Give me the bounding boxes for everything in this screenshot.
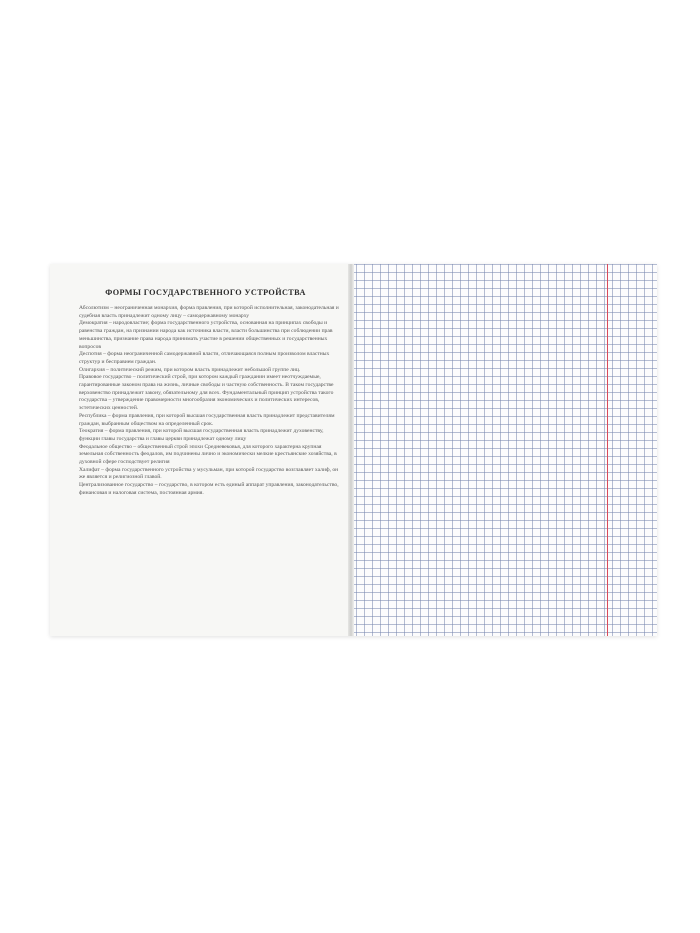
- term-absolutism: Абсолютизм – неограниченная монархия, форма правления, при которой исполнительная, законодательная и судебная власть принадлежит одному лицу – самодержавному монарху: [79, 305, 339, 319]
- term-despotism: Деспотия – форма неограниченной самодержавной власти, отличающаяся полным произволом властных структур и бесправием граждан.: [79, 351, 330, 365]
- graph-paper-grid: [354, 264, 657, 636]
- term-oligarchy: Олигархия – политический режим, при котором власть принадлежит небольшой группе лиц.: [79, 366, 301, 373]
- term-caliphate: Халифат – форма государственного устройства у мусульман, при которой государство возглавляет халиф, он же является и религиозной главой.: [79, 466, 339, 481]
- term-centralized-state: Централизованное государство – государство, в котором есть единый аппарат управления, законодательство, финансовая и налоговая система, постоянная армия.: [79, 482, 339, 496]
- notebook-left-page: [50, 264, 350, 636]
- term-feudal-society: Феодальное общество – общественный строй эпохи Средневековья, для которого характерна крупная земельная собственность феодалов, им подчинены лично и экономически мелкие крестьянские хозяйства, в духовной сфере господствует религия: [79, 443, 337, 466]
- terms-list: [79, 305, 342, 498]
- red-margin-line: [607, 264, 608, 636]
- notebook-spread: [50, 264, 657, 636]
- page-title: ФОРМЫ ГОСУДАРСТВЕННОГО УСТРОЙСТВА: [105, 288, 306, 297]
- notebook-right-page: [354, 264, 657, 636]
- term-democracy: Демократия – народовластие; форма государственного устройства, основанная на принципах свободы и равенства граждан, на признании народа как источника власти, власти большинства при соблюдении прав меньшинства, признание права народа принимать участие в решении общественных и государственных вопросов: [79, 320, 333, 350]
- term-rule-of-law-state: Правовое государство – политический строй, при котором каждый гражданин имеет неотчуждаемые, гарантированные законом права на жизнь, личные свободы и частную собственность. В таком государстве верховенство принадлежит закону, обязательному для всех. Фундаментальный принцип устройства такого государства – утверждение правомерности многообразия экономических и политических интересов, эстетических ценностей.: [79, 374, 334, 412]
- term-theocracy: Теократия – форма правления, при которой высшая государственная власть принадлежит духовенству, функции главы государства и главы церкви принадлежат одному лицу: [79, 428, 324, 442]
- term-republic: Республика – форма правления, при которой высшая государственная власть принадлежит представителям граждан, выбранным обществом на определенный срок.: [79, 412, 335, 427]
